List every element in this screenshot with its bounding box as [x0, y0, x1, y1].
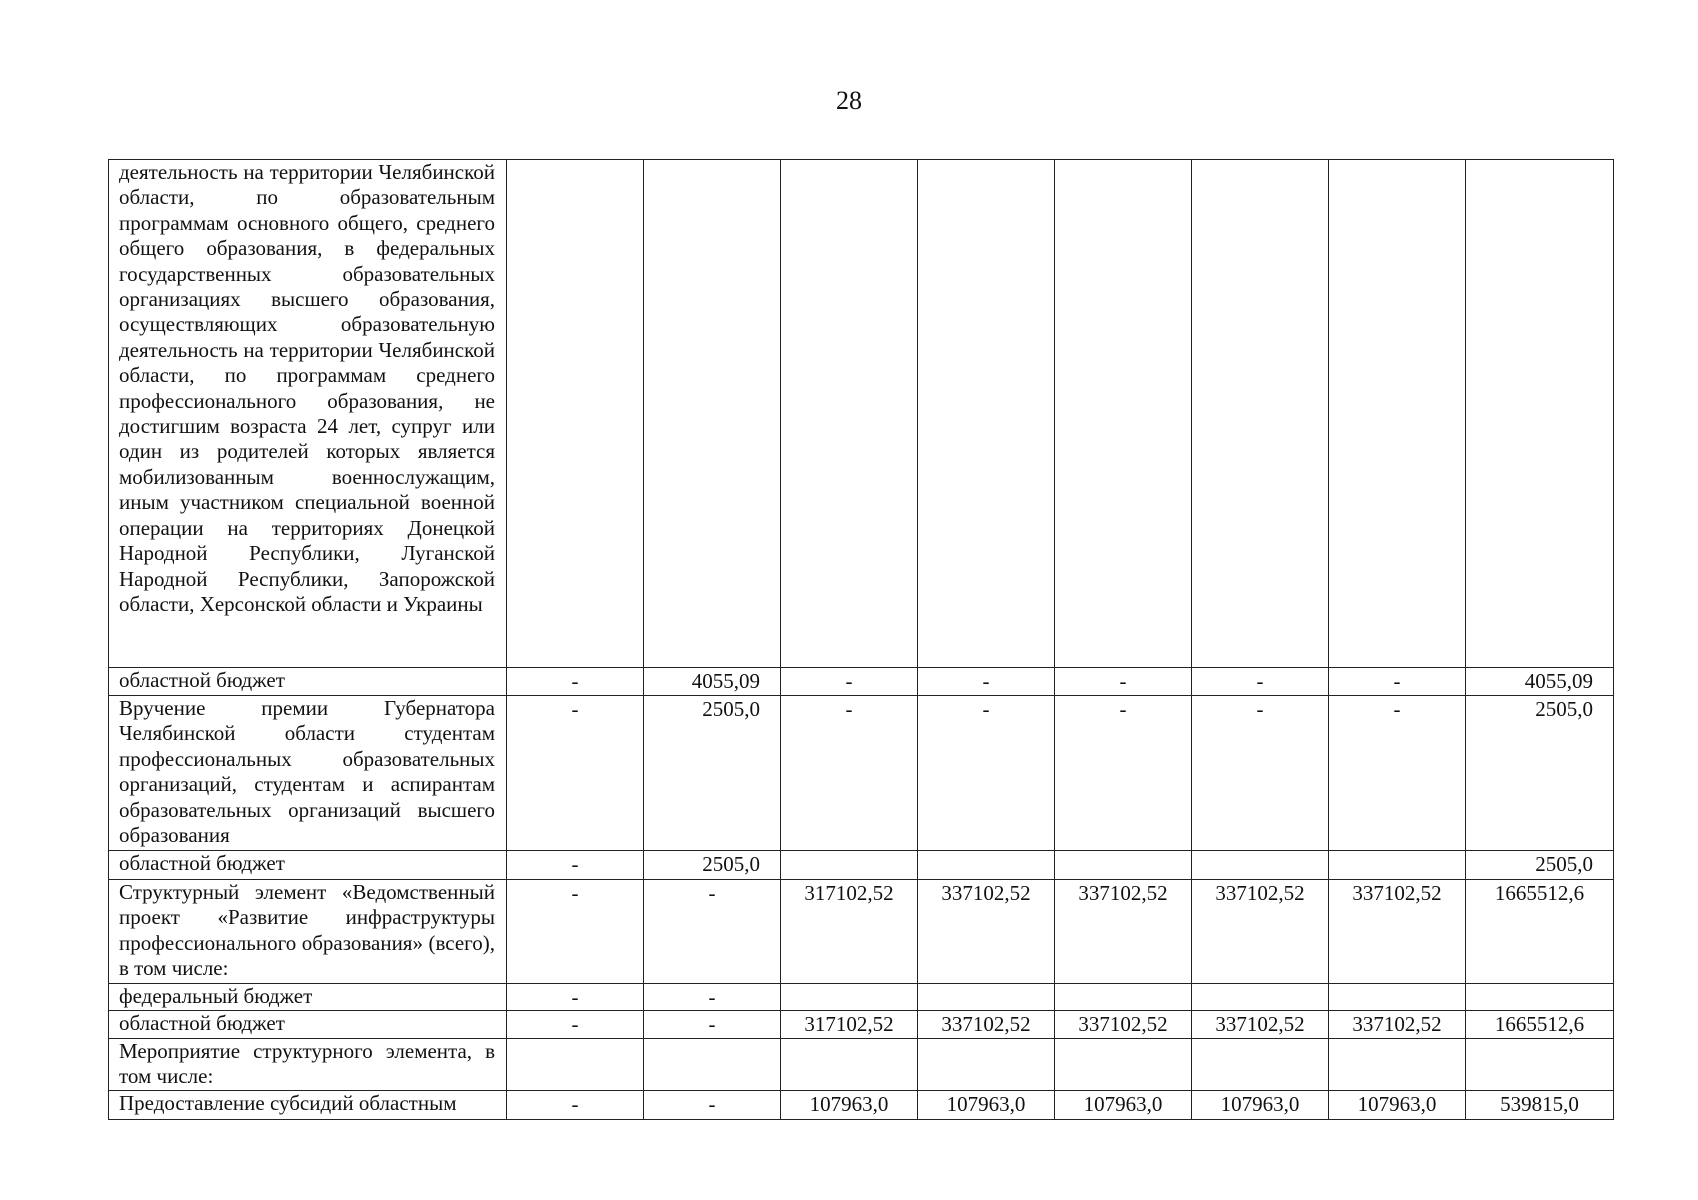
- cell-value: -: [781, 696, 918, 851]
- cell-value: -: [507, 1091, 644, 1120]
- cell-value: [918, 160, 1055, 668]
- cell-value: 107963,0: [1329, 1091, 1466, 1120]
- table-row: [109, 880, 1614, 984]
- cell-value: 2505,0: [1466, 851, 1614, 880]
- cell-value: [918, 984, 1055, 1011]
- cell-value: 2505,0: [644, 696, 781, 851]
- cell-value: [1466, 160, 1614, 668]
- cell-value: -: [644, 880, 781, 984]
- cell-value: -: [918, 696, 1055, 851]
- cell-value: [1055, 984, 1192, 1011]
- cell-value: [1329, 1039, 1466, 1091]
- cell-value: 4055,09: [1466, 668, 1614, 696]
- cell-value: -: [644, 1091, 781, 1120]
- cell-value: [918, 1039, 1055, 1091]
- cell-value: [1192, 851, 1329, 880]
- cell-value: 539815,0: [1466, 1091, 1614, 1120]
- cell-value: 107963,0: [781, 1091, 918, 1120]
- cell-value: [1055, 851, 1192, 880]
- cell-value: [781, 984, 918, 1011]
- cell-value: 337102,52: [1055, 880, 1192, 984]
- cell-value: -: [1192, 668, 1329, 696]
- cell-value: -: [507, 880, 644, 984]
- cell-value: 107963,0: [1055, 1091, 1192, 1120]
- cell-value: -: [918, 668, 1055, 696]
- cell-value: 337102,52: [918, 1011, 1055, 1039]
- cell-value: [918, 851, 1055, 880]
- table-row: [109, 984, 1614, 1011]
- cell-value: [1329, 160, 1466, 668]
- cell-value: -: [781, 668, 918, 696]
- cell-value: 4055,09: [644, 668, 781, 696]
- cell-value: 337102,52: [1192, 880, 1329, 984]
- budget-table: [108, 159, 1614, 1120]
- cell-value: [1055, 160, 1192, 668]
- cell-value: -: [507, 668, 644, 696]
- cell-value: -: [507, 1011, 644, 1039]
- page-number: 28: [836, 86, 862, 115]
- cell-value: [1329, 851, 1466, 880]
- cell-value: 337102,52: [1055, 1011, 1192, 1039]
- cell-value: 337102,52: [1192, 1011, 1329, 1039]
- cell-value: 1665512,6: [1466, 880, 1614, 984]
- cell-value: 317102,52: [781, 880, 918, 984]
- table-row: [109, 696, 1614, 851]
- row-description: областной бюджет: [109, 851, 507, 880]
- table-row: [109, 160, 1614, 668]
- cell-value: [644, 160, 781, 668]
- cell-value: -: [644, 1011, 781, 1039]
- cell-value: [1055, 1039, 1192, 1091]
- cell-value: [507, 1039, 644, 1091]
- cell-value: -: [1055, 696, 1192, 851]
- row-description: Структурный элемент «Ведомственный проект «Развитие инфраструктуры профессионального образования» (всего), в том числе:: [109, 880, 507, 984]
- row-description: Вручение премии Губернатора Челябинской области студентам профессиональных образовательных организаций, студентам и аспирантам образовательных организаций высшего образования: [109, 696, 507, 851]
- cell-value: [1466, 984, 1614, 1011]
- cell-value: [1192, 160, 1329, 668]
- cell-value: 337102,52: [918, 880, 1055, 984]
- table-row: [109, 668, 1614, 696]
- table-row: [109, 1011, 1614, 1039]
- cell-value: 2505,0: [1466, 696, 1614, 851]
- table-row: [109, 851, 1614, 880]
- cell-value: 107963,0: [1192, 1091, 1329, 1120]
- cell-value: 107963,0: [918, 1091, 1055, 1120]
- row-description: областной бюджет: [109, 1011, 507, 1039]
- cell-value: 337102,52: [1329, 880, 1466, 984]
- row-description: областной бюджет: [109, 668, 507, 696]
- cell-value: [1192, 984, 1329, 1011]
- cell-value: -: [1329, 668, 1466, 696]
- cell-value: -: [507, 696, 644, 851]
- cell-value: -: [1192, 696, 1329, 851]
- cell-value: [1329, 984, 1466, 1011]
- cell-value: [507, 160, 644, 668]
- cell-value: [1192, 1039, 1329, 1091]
- row-description: федеральный бюджет: [109, 984, 507, 1011]
- cell-value: [781, 851, 918, 880]
- cell-value: 317102,52: [781, 1011, 918, 1039]
- cell-value: -: [507, 984, 644, 1011]
- cell-value: -: [507, 851, 644, 880]
- row-description: Предоставление субсидий областным: [109, 1091, 507, 1120]
- row-description: Мероприятие структурного элемента, в том числе:: [109, 1039, 507, 1091]
- row-description: деятельность на территории Челябинской области, по образовательным программам основного общего, среднего общего образования, в федеральных государственных образовательных организациях высшего образования, осуществляющих образовательную деятельность на территории Челябинской области, по программам среднего профессионального образования, не достигшим возраста 24 лет, супруг или один из родителей которых является мобилизованным военнослужащим, иным участником специальной военной операции на территориях Донецкой Народной Республики, Луганской Народной Республики, Запорожской области, Херсонской области и Украины: [109, 160, 507, 668]
- cell-value: [644, 1039, 781, 1091]
- cell-value: [781, 160, 918, 668]
- table-row: [109, 1039, 1614, 1091]
- table-row: [109, 1091, 1614, 1120]
- cell-value: -: [644, 984, 781, 1011]
- cell-value: -: [1055, 668, 1192, 696]
- cell-value: [1466, 1039, 1614, 1091]
- cell-value: -: [1329, 696, 1466, 851]
- cell-value: [781, 1039, 918, 1091]
- cell-value: 337102,52: [1329, 1011, 1466, 1039]
- cell-value: 2505,0: [644, 851, 781, 880]
- cell-value: 1665512,6: [1466, 1011, 1614, 1039]
